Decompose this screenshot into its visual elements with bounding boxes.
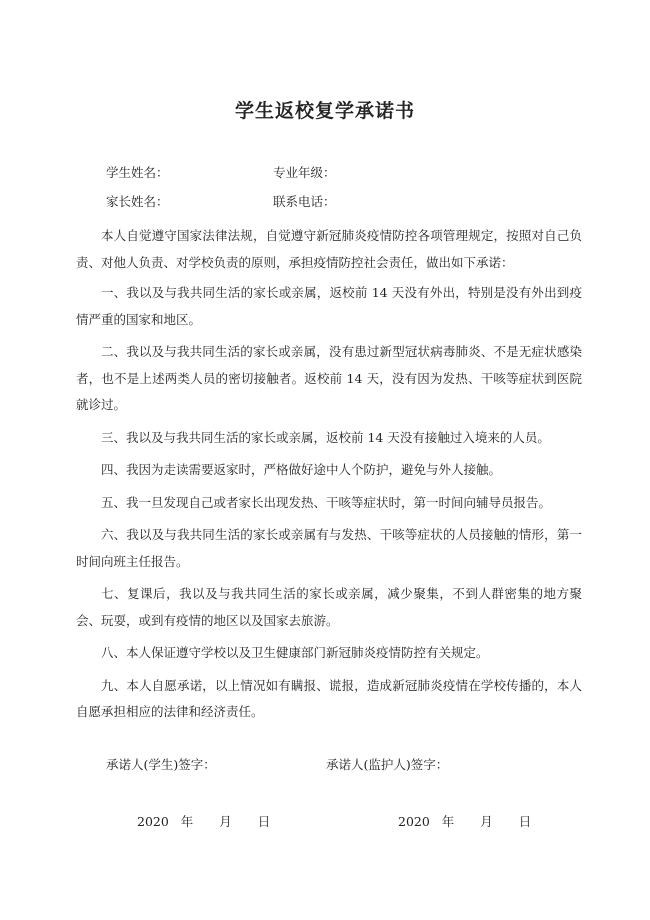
commitment-item: 七、复课后，我以及与我共同生活的家长或亲属，减少聚集，不到人群密集的地方聚会、玩耍，或到有疫情的地区以及国家去旅游。 bbox=[76, 586, 582, 628]
major-grade-label: 专业年级： bbox=[273, 165, 336, 180]
student-name-label: 学生姓名： bbox=[106, 165, 169, 180]
phone-label: 联系电话： bbox=[273, 194, 336, 209]
date-day-label: 日 bbox=[257, 814, 271, 829]
guardian-signature-label: 承诺人(监护人)签字： bbox=[326, 757, 449, 772]
guardian-date-line bbox=[398, 812, 531, 830]
commitment-body bbox=[76, 223, 582, 732]
document-title: 学生返校复学承诺书 bbox=[234, 100, 415, 122]
commitment-item: 一、我以及与我共同生活的家长或亲属，返校前 14 天没有外出，特别是没有外出到疫情严重的国家和地区。 bbox=[76, 285, 582, 327]
commitment-item: 四、我因为走读需要返家时，严格做好途中人个防护，避免与外人接触。 bbox=[101, 462, 502, 477]
date-day-label: 日 bbox=[518, 814, 532, 829]
commitment-item: 五、我一旦发现自己或者家长出现发热、干咳等症状时，第一时间向辅导员报告。 bbox=[101, 494, 552, 510]
intro-paragraph: 本人自觉遵守国家法律法规，自觉遵守新冠肺炎疫情防控各项管理规定，按照对自己负责、对他人负责、对学校负责的原则，承担疫情防控社会责任，做出如下承诺： bbox=[76, 228, 582, 270]
date-year-label: 年 bbox=[180, 814, 194, 829]
commitment-item: 二、我以及与我共同生活的家长或亲属，没有患过新型冠状病毒肺炎、不是无症状感染者，也不是上述两类人员的密切接触者。返校前 14 天，没有因为发热、干咳等症状到医院就诊过。 bbox=[76, 344, 582, 412]
date-year-label: 年 bbox=[441, 814, 455, 829]
parent-name-label: 家长姓名： bbox=[106, 194, 169, 209]
date-month-label: 月 bbox=[219, 814, 232, 829]
date-year: 2020 bbox=[137, 814, 169, 829]
date-month-label: 月 bbox=[480, 814, 493, 829]
commitment-item: 八、本人保证遵守学校以及卫生健康部门新冠肺炎疫情防控有关规定。 bbox=[101, 645, 489, 660]
commitment-item: 三、我以及与我共同生活的家长或亲属，返校前 14 天没有接触过入境来的人员。 bbox=[101, 429, 550, 445]
commitment-item: 六、我以及与我共同生活的家长或亲属有与发热、干咳等症状的人员接触的情形，第一时间向班主任报告。 bbox=[76, 527, 582, 569]
student-date-line bbox=[137, 812, 270, 830]
student-signature-label: 承诺人(学生)签字： bbox=[106, 757, 216, 772]
date-year: 2020 bbox=[398, 814, 430, 829]
commitment-item: 九、本人自愿承诺，以上情况如有瞒报、谎报，造成新冠肺炎疫情在学校传播的，本人自愿承担相应的法律和经济责任。 bbox=[76, 677, 582, 719]
